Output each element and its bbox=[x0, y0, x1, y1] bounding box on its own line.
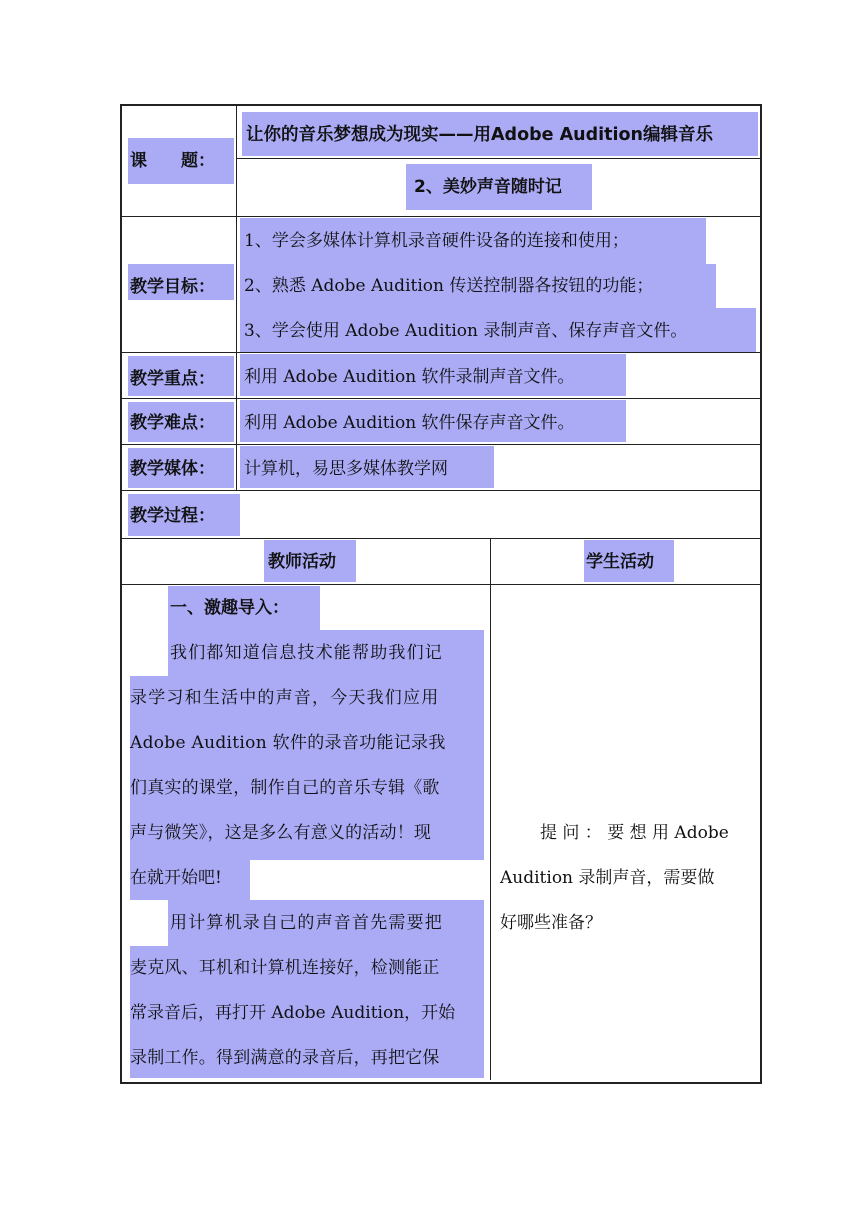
objectives-label: 教学目标： bbox=[130, 277, 215, 297]
teacher-text-line: 麦克风、耳机和计算机连接好，检测能正 bbox=[130, 958, 440, 978]
student-text-line: 提 问 ： 要 想 用 Adobe bbox=[540, 823, 729, 843]
teacher-text-line: Adobe Audition 软件的录音功能记录我 bbox=[130, 733, 446, 753]
teacher-text-line: 用计算机录自己的声音首先需要把 bbox=[170, 913, 443, 933]
row-divider bbox=[120, 216, 760, 217]
difficulty-label: 教学难点： bbox=[130, 413, 215, 433]
teacher-text-line: 声与微笑》，这是多么有意义的活动！现 bbox=[130, 823, 432, 843]
column-divider bbox=[490, 538, 491, 1080]
teacher-text-line: 录制工作。得到满意的录音后，再把它保 bbox=[130, 1048, 440, 1068]
key-point-value: 利用 Adobe Audition 软件录制声音文件。 bbox=[244, 367, 575, 387]
difficulty-value: 利用 Adobe Audition 软件保存声音文件。 bbox=[244, 413, 575, 433]
student-column-header: 学生活动 bbox=[586, 552, 654, 572]
objective-item: 1、学会多媒体计算机录音硬件设备的连接和使用； bbox=[244, 231, 629, 251]
teacher-text-line: 录学习和生活中的声音，今天我们应用 bbox=[130, 688, 440, 708]
subject-label: 课 题： bbox=[130, 151, 215, 171]
teacher-text-line: 常录音后，再打开 Adobe Audition，开始 bbox=[130, 1003, 456, 1023]
row-divider bbox=[120, 398, 760, 399]
row-divider bbox=[120, 490, 760, 491]
row-divider bbox=[120, 352, 760, 353]
row-divider bbox=[120, 444, 760, 445]
media-value: 计算机，易思多媒体教学网 bbox=[244, 459, 448, 479]
teacher-text-line: 我们都知道信息技术能帮助我们记 bbox=[170, 643, 443, 663]
section-heading: 一、激趣导入： bbox=[170, 598, 289, 618]
teacher-column-header: 教师活动 bbox=[268, 552, 336, 572]
media-label: 教学媒体： bbox=[130, 459, 215, 479]
process-label: 教学过程： bbox=[130, 506, 215, 526]
column-divider bbox=[236, 104, 237, 490]
objective-item: 3、学会使用 Adobe Audition 录制声音、保存声音文件。 bbox=[244, 321, 688, 341]
row-divider bbox=[236, 158, 760, 159]
teacher-text-line: 在就开始吧! bbox=[130, 868, 222, 888]
objective-item: 2、熟悉 Adobe Audition 传送控制器各按钮的功能； bbox=[244, 276, 654, 296]
row-divider bbox=[120, 538, 760, 539]
lesson-title: 让你的音乐梦想成为现实——用Adobe Audition编辑音乐 bbox=[246, 125, 713, 145]
key-point-label: 教学重点： bbox=[130, 369, 215, 389]
student-text-line: 好哪些准备？ bbox=[500, 913, 602, 933]
teacher-text-line: 们真实的课堂，制作自己的音乐专辑《歌 bbox=[130, 778, 440, 798]
lesson-subtitle: 2、美妙声音随时记 bbox=[414, 177, 562, 197]
student-text-line: Audition 录制声音，需要做 bbox=[500, 868, 715, 888]
row-divider bbox=[120, 584, 760, 585]
